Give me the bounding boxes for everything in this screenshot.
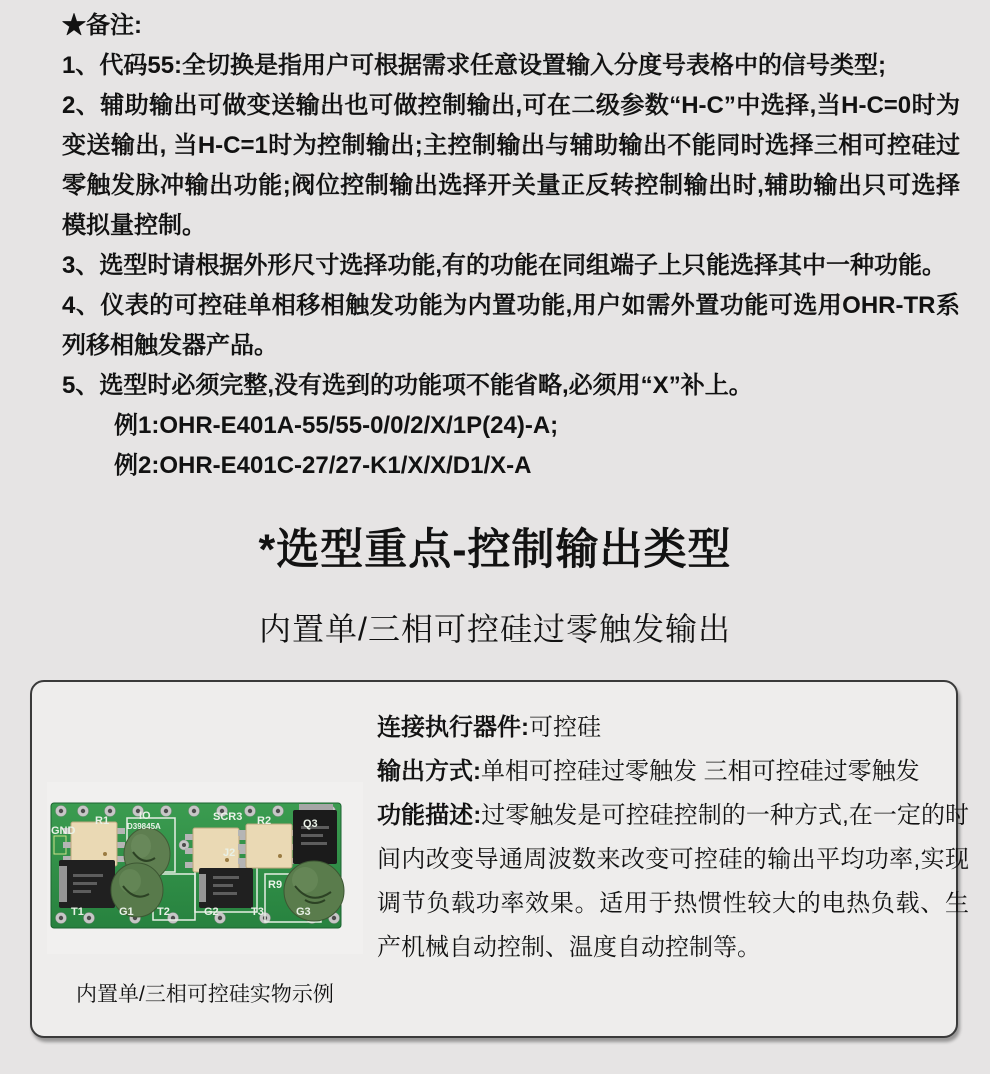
note-item-2: 2、辅助输出可做变送输出也可做控制输出,可在二级参数“H-C”中选择,当H-C=0时为变送输出, 当H-C=1时为控制输出;主控制输出与辅助输出不能同时选择三相可控硅过零触发脉冲输出功能;阀位控制输出选择开关量正反转控制输出时,辅助输出只可选择模拟量控制。 — [62, 92, 960, 239]
note-item-4: 4、仪表的可控硅单相移相触发功能为内置功能,用户如需外置功能可选用OHR-TR系列移相触发器产品。 — [62, 292, 960, 359]
pcb-label-r1: R1 — [95, 815, 110, 827]
section-title: *选型重点-控制输出类型 — [258, 526, 732, 574]
optocoupler-ic-2 — [185, 828, 247, 872]
example-code-2: 例2:OHR-E401C-27/27-K1/X/X/D1/X-A — [114, 452, 532, 479]
pcb-label-t2: T2 — [157, 906, 170, 918]
pcb-label-part-number: D39845A — [127, 822, 161, 831]
notes-heading: ★备注: — [62, 12, 142, 39]
optocoupler-ic-3 — [238, 824, 300, 868]
spec-list — [377, 706, 969, 970]
pcb-label-gnd: GND — [51, 825, 76, 837]
pcb-label-r2: R2 — [257, 815, 272, 827]
pcb-label-g2: G2 — [204, 906, 219, 918]
note-item-5: 5、选型时必须完整,没有选到的功能项不能省略,必须用“X”补上。 — [62, 372, 753, 399]
pcb-label-r9: R9 — [268, 879, 283, 891]
spec-value: 过零触发是可控硅控制的一种方式,在一定的时间内改变导通周波数来改变可控硅的输出平均功率,实现调节负载功率效果。适用于热惯性较大的电热负载、生产机械自动控制、温度自动控制等。 — [377, 802, 970, 961]
triac-chip-3 — [293, 804, 337, 864]
triac-chip-1 — [59, 860, 115, 908]
pcb-board-illustration — [47, 782, 363, 954]
triac-chip-2 — [199, 868, 253, 908]
spec-row-output-mode — [377, 750, 969, 794]
spec-row-actuator — [377, 706, 969, 750]
pcb-photo — [47, 782, 363, 954]
spec-value: 可控硅 — [529, 714, 601, 741]
photo-caption: 内置单/三相可控硅实物示例 — [76, 983, 334, 1006]
pcb-label-t3: T3 — [251, 906, 264, 918]
notes-section — [62, 6, 960, 486]
pcb-label-io: IO — [139, 810, 151, 822]
pcb-label-t1: T1 — [71, 906, 84, 918]
spec-label: 输出方式: — [377, 758, 481, 785]
spec-label: 功能描述: — [377, 802, 482, 829]
note-item-1: 1、代码55:全切换是指用户可根据需求任意设置输入分度号表格中的信号类型; — [62, 52, 887, 79]
pcb-label-j2: J2 — [223, 847, 236, 859]
spec-row-description — [377, 794, 969, 970]
pcb-label-g3: G3 — [296, 906, 311, 918]
spec-value: 单相可控硅过零触发 三相可控硅过零触发 — [481, 758, 920, 785]
spec-label: 连接执行器件: — [377, 714, 529, 741]
example-code-1: 例1:OHR-E401A-55/55-0/0/2/X/1P(24)-A; — [114, 412, 559, 439]
pcb-label-q3: Q3 — [303, 818, 318, 830]
pcb-label-g1: G1 — [119, 906, 134, 918]
pcb-label-scr3: SCR3 — [213, 811, 243, 823]
info-card — [30, 680, 970, 1038]
note-item-3: 3、选型时请根据外形尺寸选择功能,有的功能在同组端子上只能选择其中一种功能。 — [62, 252, 947, 279]
capacitor-blob-3 — [284, 861, 344, 921]
section-subtitle: 内置单/三相可控硅过零触发输出 — [259, 611, 731, 647]
